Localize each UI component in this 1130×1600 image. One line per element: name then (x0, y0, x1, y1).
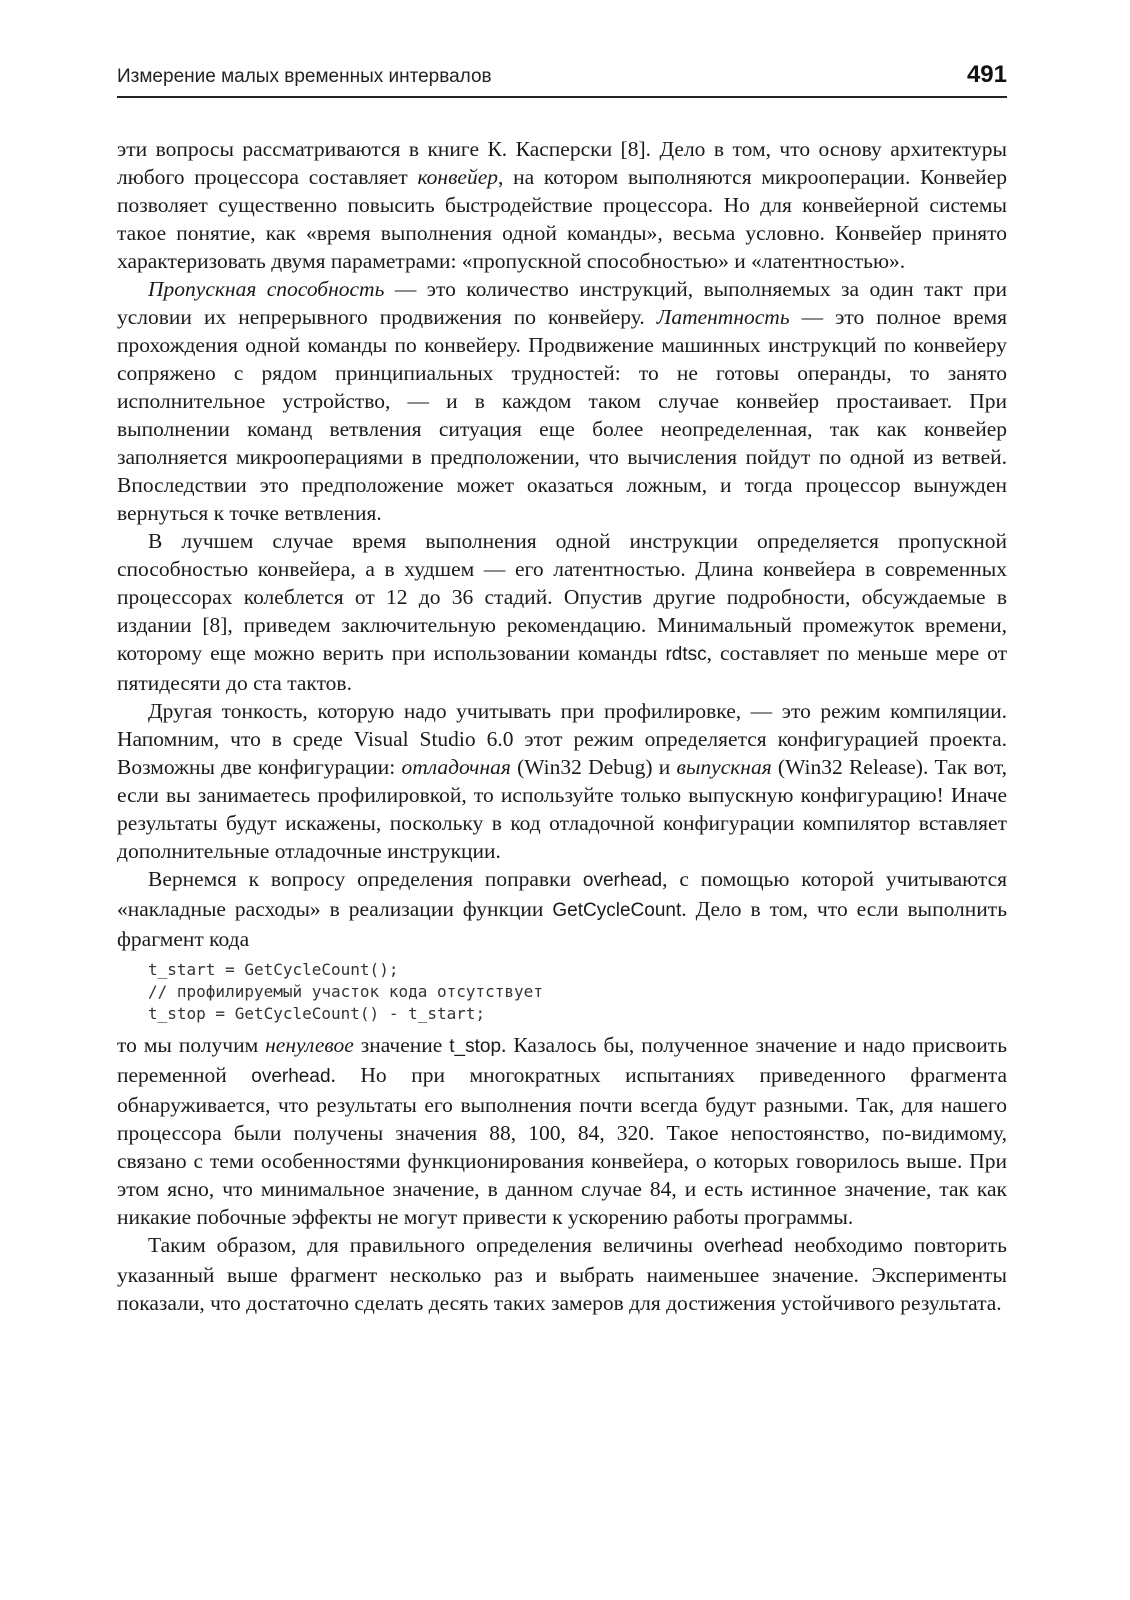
paragraph-7 (117, 1231, 1007, 1317)
body-text (117, 135, 1007, 1317)
running-header (117, 60, 1007, 98)
paragraph-4 (117, 697, 1007, 865)
code-line: // профилируемый участок кода отсутствует (148, 982, 543, 1001)
text-run: , составляет по меньше мере от пятидесяти до ста тактов. (117, 641, 1007, 695)
inline-code: overhead (703, 1236, 784, 1257)
text-run: . Казалось бы, полученное значение и надо присвоить переменной (117, 1033, 1007, 1087)
paragraph-3 (117, 527, 1007, 697)
emphasis-term: выпускная (676, 755, 772, 779)
inline-code: GetCycleCount (552, 900, 682, 921)
inline-code: t_stop (449, 1036, 502, 1057)
text-run: Вернемся к вопросу определения поправки (148, 867, 583, 891)
text-run: то мы получим (117, 1033, 266, 1057)
code-listing (148, 959, 1007, 1025)
text-run: (Win32 Release). Так вот, если вы занимаетесь профилировкой, то используйте только выпускную конфигурацию! Иначе результаты будут искажены, поскольку в код отладочной конфигурации компилятор вставляет дополнительные отладочные инструкции. (117, 755, 1007, 863)
page-number: 491 (966, 61, 1007, 88)
text-run: эти вопросы рассматриваются в книге К. Касперски [8]. Дело в том, что основу архитектуры любого процессора составляет (117, 137, 1007, 189)
text-run: , на котором выполняются микрооперации. Конвейер позволяет существенно повысить быстродействие процессора. Но для конвейерной системы такое понятие, как «время выполнения одной команды», весьма условно. Конвейер принято характеризовать двумя параметрами: «пропускной способностью» и «латентностью». (117, 165, 1007, 273)
code-line: t_start = GetCycleCount(); (148, 960, 399, 979)
emphasis-term: Пропускная способность (148, 277, 385, 301)
paragraph-6 (117, 1031, 1007, 1231)
emphasis-term: конвейер (417, 165, 499, 189)
paragraph-1 (117, 135, 1007, 275)
text-run: . Но при многократных испытаниях приведенного фрагмента обнаруживается, что результаты его выполнения почти всегда будут разными. Так, для нашего процессора были получены значения 88, 100, 84, 320. Такое непостоянство, по-видимому, связано с теми особенностями функционирования конвейера, о которых говорилось выше. При этом ясно, что минимальное значение, в данном случае 84, и есть истинное значение, так как никакие побочные эффекты не могут привести к ускорению работы программы. (117, 1063, 1007, 1229)
running-header-title: Измерение малых временных интервалов (117, 66, 492, 87)
text-run: Другая тонкость, которую надо учитывать при профилировке, — это режим компиляции. Напомним, что в среде Visual Studio 6.0 этот режим определяется конфигурацией проекта. Возможны две конфигурации: (117, 699, 1007, 779)
text-run: , с помощью которой учитываются «накладные расходы» в реализации функции (117, 867, 1008, 921)
text-run: — это полное время прохождения одной команды по конвейеру. Продвижение машинных инструкций по конвейеру сопряжено с рядом принципиальных трудностей: то не готовы операнды, то занято исполнительное устройство, — и в каждом таком случае конвейер простаивает. При выполнении команд ветвления ситуация еще более неопределенная, так как конвейер заполняется микрооперациями в предположении, что вычисления пойдут по одной из ветвей. Впоследствии это предположение может оказаться ложным, и тогда процессор вынужден вернуться к точке ветвления. (117, 305, 1008, 525)
emphasis-term: отладочная (401, 755, 511, 779)
inline-code: overhead (582, 870, 663, 891)
text-run: Таким образом, для правильного определения величины (148, 1233, 704, 1257)
text-run: В лучшем случае время выполнения одной инструкции определяется пропускной способностью конвейера, а в худшем — его латентностью. Длина конвейера в современных процессорах колеблется от 12 до 36 стадий. Опустив другие подробности, обсуждаемые в издании [8], приведем заключительную рекомендацию. Минимальный промежуток времени, которому еще можно верить при использовании команды (117, 529, 1007, 665)
inline-code: overhead (251, 1066, 331, 1087)
paragraph-5 (117, 865, 1007, 953)
text-run: значение (353, 1033, 450, 1057)
text-run: (Win32 Debug) и (510, 755, 677, 779)
emphasis-term: Латентность (656, 305, 790, 329)
inline-code: rdtsc (665, 644, 707, 665)
paragraph-2 (117, 275, 1007, 527)
emphasis-term: ненулевое (265, 1033, 354, 1057)
text-run: необходимо повторить указанный выше фрагмент несколько раз и выбрать наименьшее значение. Эксперименты показали, что достаточно сделать десять таких замеров для достижения устойчивого результата. (117, 1233, 1007, 1315)
text-run: . Дело в том, что если выполнить фрагмент кода (117, 897, 1007, 951)
code-line: t_stop = GetCycleCount() - t_start; (148, 1004, 486, 1023)
text-run: — это количество инструкций, выполняемых за один такт при условии их непрерывного продвижения по конвейеру. (117, 277, 1007, 329)
